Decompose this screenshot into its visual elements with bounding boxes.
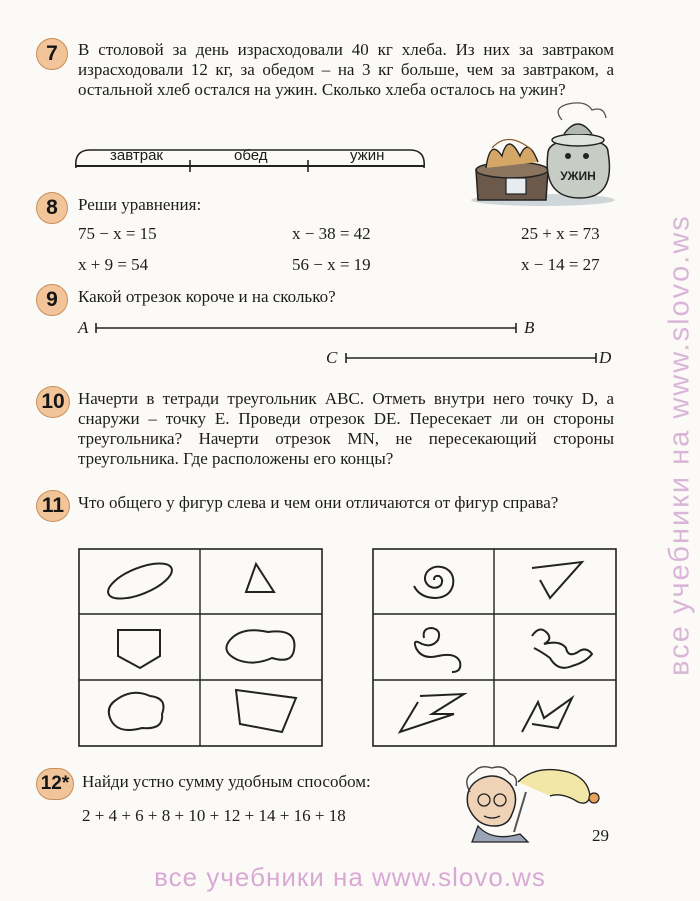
point-d-label: D [599, 348, 612, 367]
pot-label: УЖИН [560, 169, 596, 183]
equation-6: x − 14 = 27 [521, 255, 600, 274]
task-9-number: 9 [36, 284, 68, 316]
figures-left-grid [78, 548, 324, 748]
task-7-text: В столовой за день израсходовали 40 кг хлеба. Из них за завтраком израсходовали 12 кг, за обедом – на 3 кг больше, чем за завтраком, а остальной хлеб остался на ужин. Сколько хлеба осталось на ужин? [78, 40, 614, 99]
equation-1: 75 − x = 15 [78, 224, 157, 243]
bread-pot-illustration [468, 100, 618, 208]
page-number: 29 [592, 826, 609, 845]
task-9-text: Какой отрезок короче и на сколько? [78, 287, 336, 306]
task-10-number: 10 [36, 386, 70, 418]
segment-label-dinner: ужин [350, 147, 385, 164]
task-12-expression: 2 + 4 + 6 + 8 + 10 + 12 + 14 + 16 + 18 [82, 806, 346, 825]
equation-2: x − 38 = 42 [292, 224, 371, 243]
equation-5: 56 − x = 19 [292, 255, 371, 274]
professor-illustration [458, 762, 604, 844]
segments-ab-cd [90, 318, 610, 368]
task-10-text: Начерти в тетради треугольник ABC. Отметь внутри него точку D, а снаружи – точку E. Проведи отрезок DE. Пересекает ли он стороны треугольника? Начерти отрезок MN, не пересекающий стороны треугольника. Где расположены его концы? [78, 389, 614, 468]
point-b-label: B [524, 318, 535, 337]
equation-4: x + 9 = 54 [78, 255, 149, 274]
task-12-text: Найди устно сумму удобным способом: [82, 772, 371, 791]
task-7-number: 7 [36, 38, 68, 70]
segment-label-lunch: обед [234, 147, 268, 164]
task-11-number: 11 [36, 490, 70, 522]
task-12-number: 12* [36, 768, 74, 800]
figures-right-grid [372, 548, 618, 748]
watermark-bottom: все учебники на www.slovo.ws [154, 862, 546, 892]
watermark-side: все учебники на www.slovo.ws [663, 214, 696, 676]
task-8-number: 8 [36, 192, 68, 224]
equation-3: 25 + x = 73 [521, 224, 600, 243]
task-8-text: Реши уравнения: [78, 195, 202, 214]
segment-label-breakfast: завтрак [110, 147, 163, 164]
point-c-label: C [326, 348, 338, 367]
point-a-label: A [78, 318, 89, 337]
task-11-text: Что общего у фигур слева и чем они отличаются от фигур справа? [78, 493, 559, 512]
